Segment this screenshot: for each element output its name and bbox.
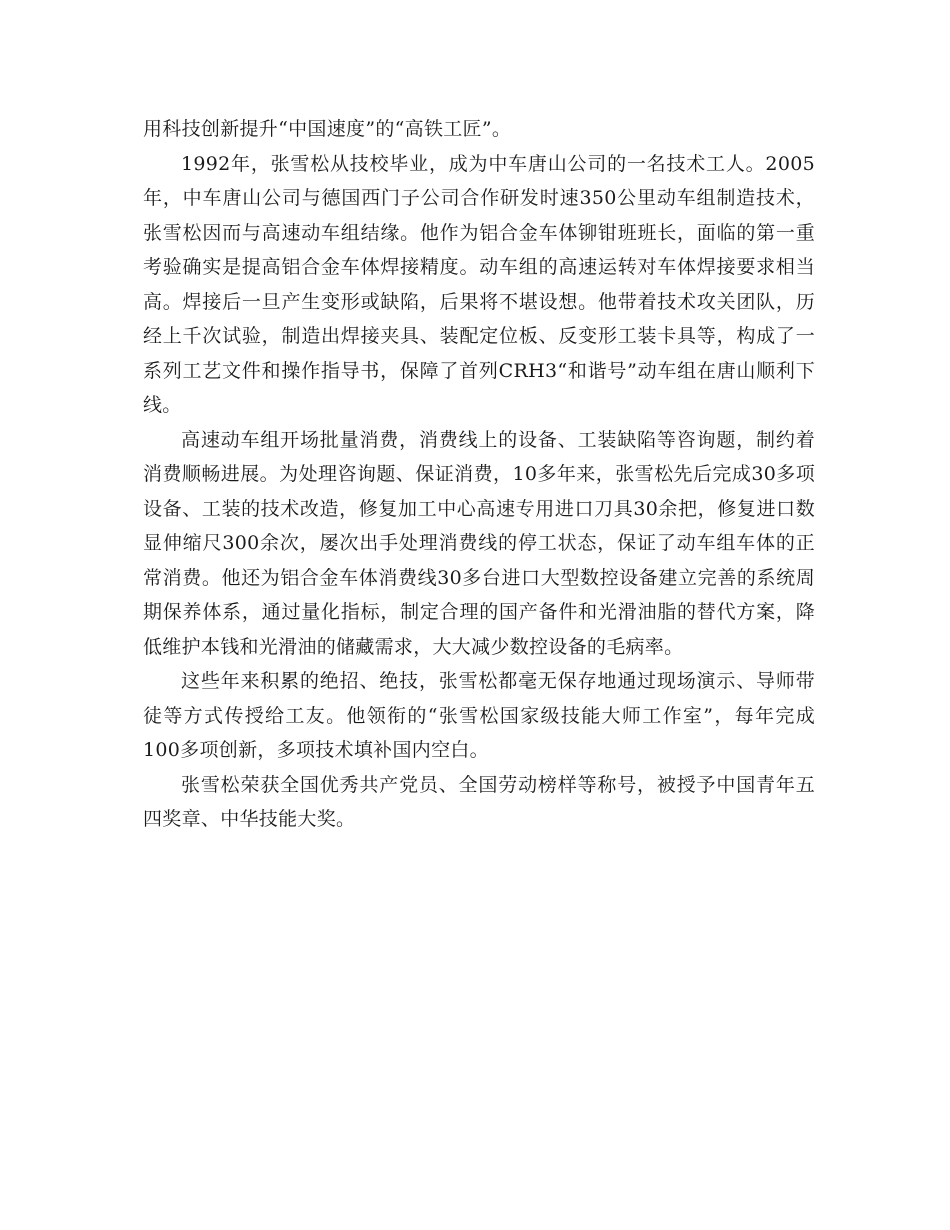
paragraph-equipment-maintenance: 高速动车组开场批量消费，消费线上的设备、工装缺陷等咨询题，制约着消费顺畅进展。为处理咨询题、保证消费，10多年来，张雪松先后完成30多项设备、工装的技术改造，修复加工中心高速专用进口刀具30余把，修复进口数显伸缩尺300余次，屡次出手处理消费线的停工状态，保证了动车组车体的正常消费。他还为铝合金车体消费线30多台进口大型数控设备建立完善的系统周期保养体系，通过量化指标，制定合理的国产备件和光滑油脂的替代方案，降低维护本钱和光滑油的储藏需求，大大减少数控设备的毛病率。 — [143, 428, 815, 658]
article-body — [143, 112, 815, 837]
paragraph-intro-continuation: 用科技创新提升“中国速度”的“高铁工匠”。 — [143, 118, 512, 140]
paragraph-knowledge-transfer: 这些年来积累的绝招、绝技，张雪松都毫无保存地通过现场演示、导师带徒等方式传授给工友。他领衔的“张雪松国家级技能大师工作室”，每年完成100多项创新，多项技术填补国内空白。 — [143, 670, 815, 761]
paragraph-honors: 张雪松荣获全国优秀共产党员、全国劳动榜样等称号，被授予中国青年五四奖章、中华技能大奖。 — [143, 773, 815, 830]
paragraph-career-history: 1992年，张雪松从技校毕业，成为中车唐山公司的一名技术工人。2005年，中车唐山公司与德国西门子公司合作研发时速350公里动车组制造技术，张雪松因而与高速动车组结缘。他作为铝合金车体铆钳班班长，面临的第一重考验确实是提高铝合金车体焊接精度。动车组的高速运转对车体焊接要求相当高。焊接后一旦产生变形或缺陷，后果将不堪设想。他带着技术攻关团队，历经上千次试验，制造出焊接夹具、装配定位板、反变形工装卡具等，构成了一系列工艺文件和操作指导书，保障了首列CRH3“和谐号”动车组在唐山顺利下线。 — [143, 152, 815, 416]
